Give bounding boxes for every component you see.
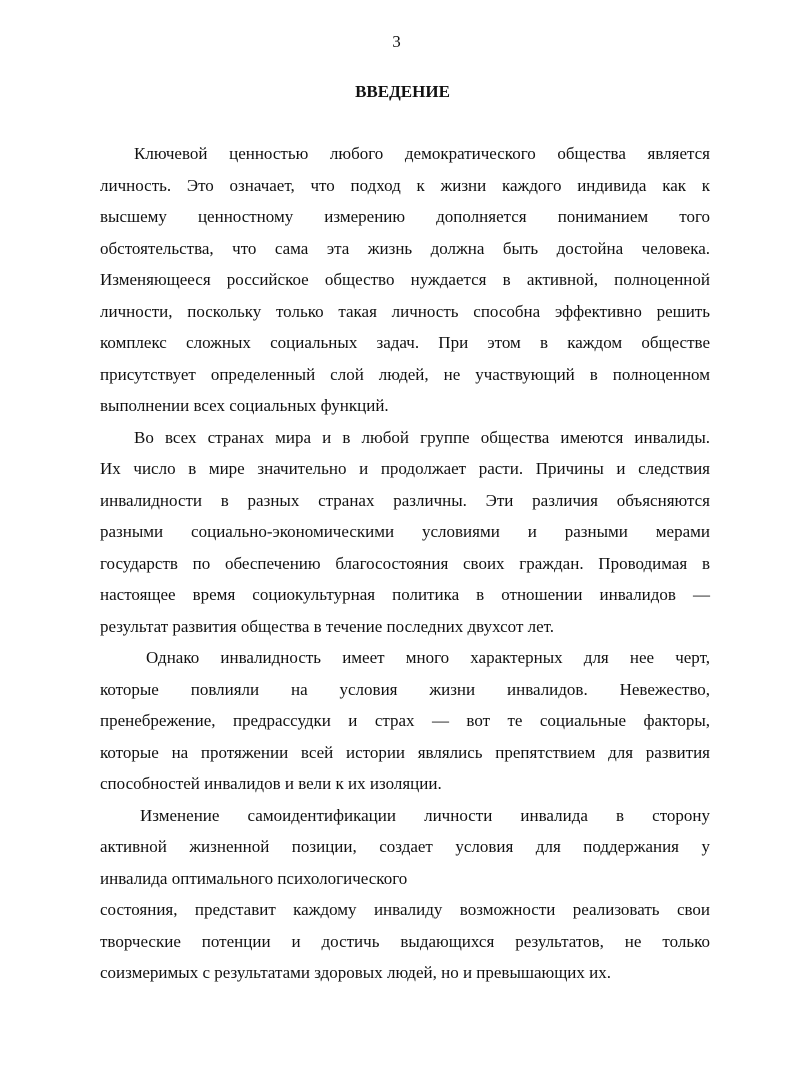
text-line: соизмеримых с результатами здоровых людей, но и превышающих их. [100, 963, 612, 982]
text-line: творческие потенции и достичь выдающихся результатов, не только [100, 931, 710, 951]
text-line: пренебрежение, предрассудки и страх — вот те социальные факторы, [100, 711, 710, 730]
text-line: Во всех странах мира и в любой группе общества имеются инвалиды. [134, 427, 710, 447]
text-line: Их число в мире значительно и продолжает расти. Причины и следствия [100, 459, 710, 478]
text-line: инвалидности в разных странах различны. Эти различия объясняются [100, 490, 710, 510]
text-line: которые на протяжении всей истории являлись препятствием для развития [100, 742, 710, 762]
text-line: обстоятельства, что сама эта жизнь должна быть достойна человека. [100, 238, 710, 258]
text-line: Изменяющееся российское общество нуждается в активной, полноценной [100, 270, 710, 289]
text-line: Ключевой ценностью любого демократического общества является [134, 144, 710, 163]
paragraph-3 [100, 642, 710, 800]
text-line: которые повлияли на условия жизни инвалидов. Невежество, [100, 679, 710, 699]
page-title: ВВЕДЕНИЕ [355, 82, 450, 101]
text-line: выполнении всех социальных функций. [100, 396, 389, 415]
paragraph-4 [100, 800, 710, 989]
text-line: Однако инвалидность имеет много характерных для нее черт, [146, 648, 710, 667]
text-line: Изменение самоидентификации личности инвалида в сторону [140, 805, 710, 825]
text-line: разными социально-экономическими условиями и разными мерами [100, 522, 710, 541]
paragraph-2 [100, 422, 710, 643]
text-line: комплекс сложных социальных задач. При этом в каждом обществе [100, 333, 710, 352]
text-line: настоящее время социокультурная политика в отношении инвалидов — [100, 585, 710, 604]
text-line: высшему ценностному измерению дополняется пониманием того [100, 207, 710, 226]
text-line: личности, поскольку только такая личность способна эффективно решить [100, 301, 710, 321]
text-line: личность. Это означает, что подход к жизни каждого индивида как к [100, 175, 710, 195]
text-line: инвалида оптимального психологического [100, 868, 408, 888]
text-line: состояния, представит каждому инвалиду возможности реализовать свои [100, 900, 710, 919]
paragraph-1 [100, 138, 710, 422]
text-line: активной жизненной позиции, создает условия для поддержания у [100, 837, 710, 856]
text-line: способностей инвалидов и вели к их изоляции. [100, 774, 442, 793]
text-line: присутствует определенный слой людей, не участвующий в полноценном [100, 364, 710, 384]
document-body [100, 138, 710, 989]
text-line: государств по обеспечению благосостояния своих граждан. Проводимая в [100, 553, 710, 573]
page-number: 3 [392, 32, 401, 51]
text-line: результат развития общества в течение последних двухсот лет. [100, 616, 555, 636]
